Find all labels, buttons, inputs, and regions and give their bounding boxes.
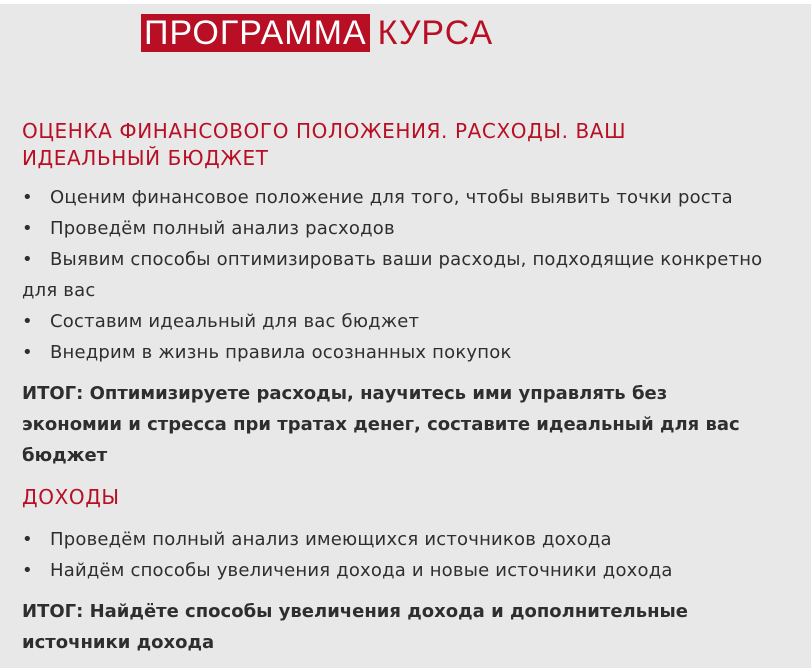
title-rest: КУРСА [377,14,494,52]
bullet-icon: • [22,311,33,332]
list-item-text: Составим идеальный для вас бюджет [50,311,420,332]
list-item [22,213,797,244]
list-item-text: Проведём полный анализ имеющихся источников дохода [50,529,612,550]
list-item-text: Выявим способы оптимизировать ваши расходы, подходящие конкретно для вас [22,249,763,301]
bullet-icon: • [22,218,33,239]
list-item-text: Оценим финансовое положение для того, чтобы выявить точки роста [50,187,733,208]
list-item [22,337,797,368]
bullet-list [22,182,797,368]
list-item [22,555,797,586]
bullet-icon: • [22,342,33,363]
list-item-text: Найдём способы увеличения дохода и новые источники дохода [50,560,673,581]
list-item [22,182,797,213]
bullet-icon: • [22,187,33,208]
list-item [22,524,797,555]
section-heading: ОЦЕНКА ФИНАНСОВОГО ПОЛОЖЕНИЯ. РАСХОДЫ. ВАШ ИДЕАЛЬНЫЙ БЮДЖЕТ [22,119,627,170]
bullet-icon: • [22,249,33,270]
list-item-text: Проведём полный анализ расходов [50,218,395,239]
section-summary: ИТОГ: Оптимизируете расходы, научитесь ими управлять без экономии и стресса при тратах денег, составите идеальный для вас бюджет [22,383,740,466]
top-border [0,0,811,4]
bullet-list [22,524,797,586]
section-expenses [22,118,797,471]
list-item-text: Внедрим в жизнь правила осознанных покупок [50,342,512,363]
list-item [22,306,797,337]
page-title [141,12,493,54]
section-summary: ИТОГ: Найдёте способы увеличения дохода и дополнительные источники дохода [22,601,689,653]
section-heading: ДОХОДЫ [22,485,120,509]
title-highlight: ПРОГРАММА [141,14,370,52]
bullet-icon: • [22,529,33,550]
bullet-icon: • [22,560,33,581]
section-income [22,484,797,658]
list-item [22,244,797,306]
